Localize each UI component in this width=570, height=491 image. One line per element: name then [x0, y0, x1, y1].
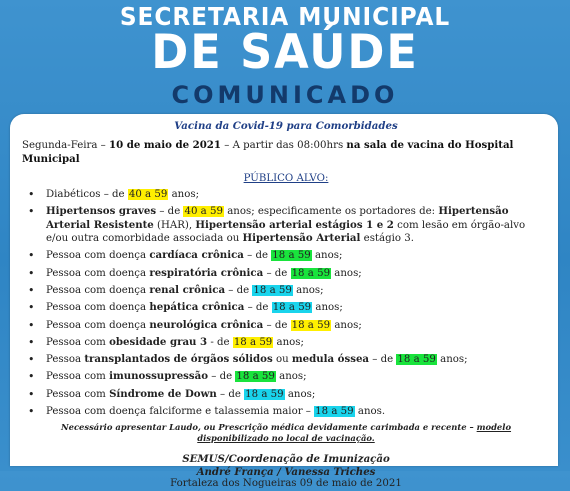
- announcement-content: [22, 120, 550, 491]
- item-bold: Hipertensão Arterial Resistente: [46, 205, 509, 231]
- item-text: - de: [207, 336, 233, 348]
- item-text: (HAR),: [153, 219, 196, 231]
- item-text: anos;: [168, 189, 199, 201]
- item-text: anos; especificamente os portadores de:: [223, 206, 439, 218]
- list-item: [22, 249, 550, 262]
- item-text: Pessoa: [46, 354, 85, 366]
- item-text: anos;: [312, 302, 343, 314]
- item-bold: hepática crônica: [149, 301, 245, 314]
- item-text: Pessoa com doença: [46, 319, 150, 331]
- age-range-badge: 18 a 59: [233, 336, 273, 348]
- age-range-badge: 40 a 59: [128, 189, 168, 201]
- intro-middle: – A partir das 08:00hrs: [221, 140, 347, 152]
- age-range-badge: 18 a 59: [291, 267, 331, 279]
- footer-names: André França / Vanessa Triches: [196, 465, 376, 478]
- item-text: anos;: [331, 319, 362, 331]
- item-bold: medula óssea: [291, 353, 370, 366]
- age-range-badge: 18 a 59: [272, 302, 312, 314]
- list-item: [22, 205, 550, 245]
- header-title-comunicado: COMUNICADO: [171, 81, 399, 109]
- comorbidity-list: [22, 188, 550, 418]
- age-range-badge: 18 a 59: [397, 354, 436, 366]
- item-text: anos;: [275, 371, 307, 383]
- item-text: anos;: [292, 284, 324, 296]
- intro-paragraph: [22, 139, 550, 166]
- footer-department: SEMUS/Coordenação de Imunização: [182, 453, 390, 466]
- footer-place-date: Fortaleza dos Nogueiras 09 de maio de 2021: [170, 478, 402, 490]
- list-item: [22, 388, 550, 401]
- age-range-badge: 18 a 59: [315, 406, 354, 418]
- requirements-note: [22, 422, 550, 443]
- item-text: Diabéticos – de: [46, 189, 128, 201]
- item-bold: Hipertensão Arterial: [242, 232, 361, 245]
- list-item: [22, 284, 550, 297]
- item-text: com lesão em órgão-alvo e/ou outra comorbidade associada ou: [46, 219, 526, 245]
- item-bold: cardíaca crônica: [149, 249, 244, 262]
- item-bold: transplantados de órgãos sólidos: [84, 353, 273, 366]
- list-item: [22, 267, 550, 280]
- item-text: anos;: [436, 354, 468, 366]
- item-bold: renal crônica: [149, 283, 226, 296]
- list-item: [22, 370, 550, 383]
- item-text: anos;: [273, 336, 304, 348]
- item-text: – de: [156, 206, 184, 218]
- note-text: Necessário apresentar Laudo, ou Prescrição médica devidamente carimbada e recente –: [60, 422, 477, 433]
- age-range-badge: 18 a 59: [272, 250, 311, 262]
- list-item: [22, 336, 550, 349]
- list-item: [22, 188, 550, 201]
- note-underlined: modelo disponibilizado no local de vacinação.: [197, 422, 512, 443]
- item-text: Pessoa com doença: [46, 302, 150, 314]
- item-text: Pessoa com: [46, 388, 110, 400]
- item-text: – de: [243, 250, 272, 262]
- item-text: – de: [225, 284, 253, 296]
- item-bold: obesidade grau 3: [109, 335, 208, 348]
- item-text: estágio 3.: [360, 233, 414, 245]
- age-range-badge: 18 a 59: [253, 284, 292, 296]
- list-item: [22, 353, 550, 366]
- signature-block: [22, 453, 550, 491]
- item-text: anos;: [311, 250, 343, 262]
- item-text: Pessoa com doença: [46, 250, 150, 262]
- item-text: – de: [263, 319, 291, 331]
- header-banner: [0, 0, 570, 122]
- item-bold: Hipertensão arterial estágios 1 e 2: [195, 218, 394, 231]
- item-text: – de: [244, 302, 272, 314]
- item-text: Pessoa com: [46, 371, 110, 383]
- item-bold: respiratória crônica: [149, 266, 264, 279]
- intro-place: na sala de vacina do Hospital Municipal: [22, 139, 514, 165]
- list-item: [22, 405, 550, 418]
- header-title-saude: DE SAÚDE: [151, 25, 419, 80]
- item-text: – de: [369, 354, 397, 366]
- item-text: Pessoa com: [46, 336, 110, 348]
- item-text: Pessoa com doença falciforme e talassemia maior –: [46, 406, 315, 418]
- item-text: anos;: [331, 267, 362, 279]
- item-bold: Síndrome de Down: [109, 387, 217, 400]
- age-range-badge: 18 a 59: [236, 371, 275, 383]
- list-item: [22, 301, 550, 314]
- age-range-badge: 18 a 59: [245, 388, 284, 400]
- list-item: [22, 319, 550, 332]
- intro-date: 10 de maio de 2021: [109, 139, 221, 152]
- document-title: Vacina da Covid-19 para Comorbidades: [174, 120, 398, 132]
- item-text: – de: [216, 388, 245, 400]
- intro-day: Segunda-Feira –: [22, 140, 110, 152]
- item-bold: neurológica crônica: [149, 318, 264, 331]
- item-text: anos.: [354, 406, 386, 418]
- age-range-badge: 18 a 59: [291, 319, 331, 331]
- age-range-badge: 40 a 59: [184, 206, 223, 218]
- item-text: anos;: [284, 388, 316, 400]
- item-text: – de: [263, 267, 291, 279]
- header-title-secretaria: SECRETARIA MUNICIPAL: [119, 2, 451, 31]
- item-text: Pessoa com doença: [46, 284, 150, 296]
- announcement-card: [10, 114, 558, 490]
- item-bold: Hipertensos graves: [46, 205, 157, 218]
- item-text: – de: [208, 371, 236, 383]
- target-audience-heading: PÚBLICO ALVO:: [243, 172, 329, 184]
- item-bold: imunossupressão: [109, 370, 209, 383]
- item-text: Pessoa com doença: [46, 267, 150, 279]
- item-text: ou: [272, 354, 292, 366]
